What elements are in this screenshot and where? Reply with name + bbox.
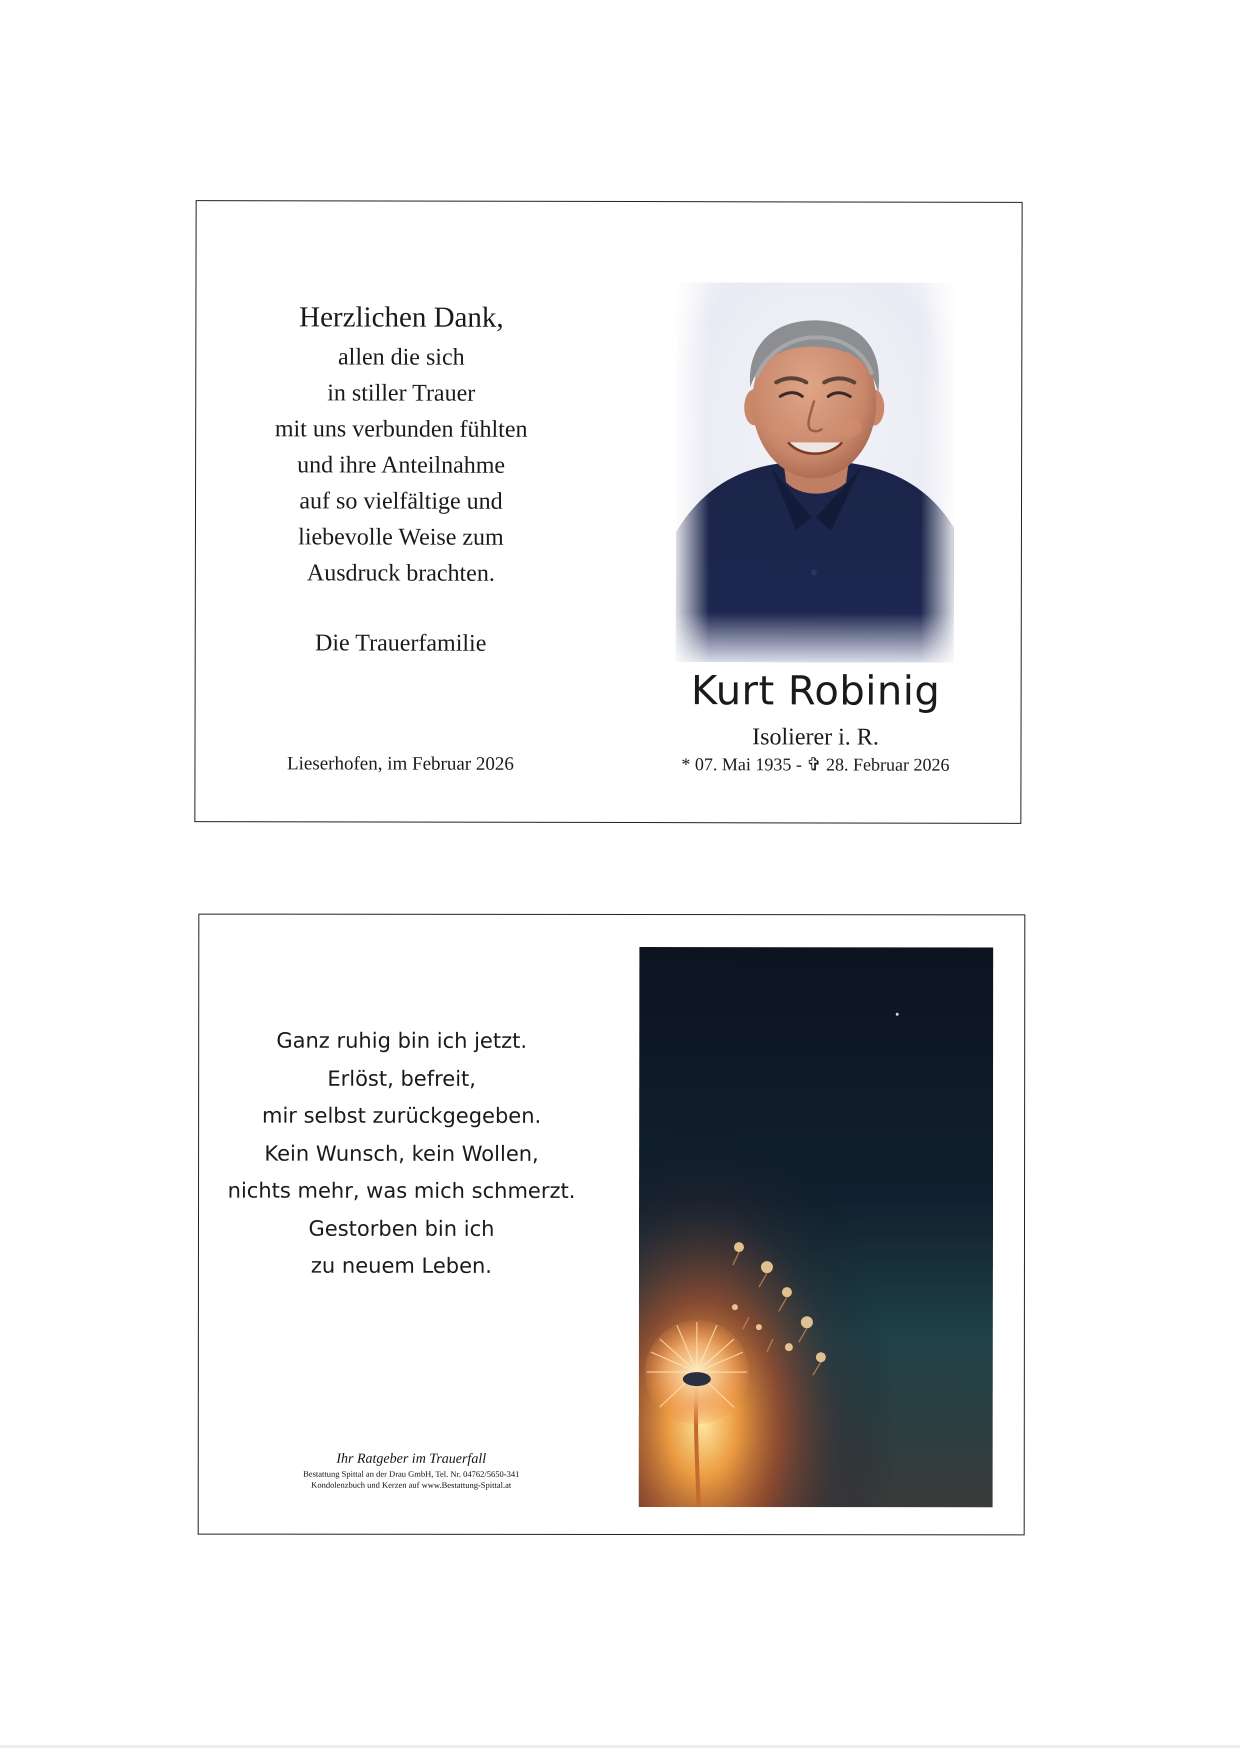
thank-you-card-back (198, 914, 1026, 1536)
thank-you-line: auf so vielfältige und (299, 488, 503, 515)
poem-line: Ganz ruhig bin ich jetzt. (276, 1028, 528, 1053)
thank-you-card-front (194, 200, 1022, 824)
funeral-home-footer (259, 1452, 564, 1491)
funeral-home-contact: Bestattung Spittal an der Drau GmbH, Tel. Nr. 04762/5650-341 (303, 1468, 520, 1479)
dandelion-image (639, 947, 994, 1507)
poem-line: zu neuem Leben. (310, 1253, 493, 1278)
poem-line: Kein Wunsch, kein Wollen, (264, 1141, 539, 1166)
poem-line: mir selbst zurückgegeben. (261, 1103, 542, 1128)
funeral-home-logo-text: Ihr Ratgeber im Trauerfall (336, 1451, 487, 1467)
family-signature: Die Trauerfamilie (315, 630, 487, 657)
condolence-website: Kondolenzbuch und Kerzen auf www.Bestattung-Spittal.at (311, 1479, 512, 1490)
thank-you-line: allen die sich (337, 344, 465, 371)
poem-line: Gestorben bin ich (308, 1216, 495, 1241)
life-dates: * 07. Mai 1935 - ✞ 28. Februar 2026 (681, 754, 950, 775)
place-and-date: Lieserhofen, im Februar 2026 (286, 753, 514, 775)
scan-edge (0, 1745, 1240, 1748)
thank-you-line: mit uns verbunden fühlten (274, 416, 528, 443)
thank-you-text (236, 297, 567, 662)
poem-line: Erlöst, befreit, (327, 1066, 476, 1091)
deceased-profession: Isolierer i. R. (752, 724, 879, 751)
thank-you-headline: Herzlichen Dank, (299, 301, 504, 334)
thank-you-line: in stiller Trauer (327, 380, 476, 407)
thank-you-line: und ihre Anteilnahme (297, 452, 506, 479)
poem-line: nichts mehr, was mich schmerzt. (227, 1178, 576, 1203)
thank-you-line: Ausdruck brachten. (306, 560, 495, 587)
portrait-photo (676, 282, 955, 663)
deceased-name: Kurt Robinig (690, 668, 941, 715)
thank-you-line: liebevolle Weise zum (298, 524, 504, 551)
poem (219, 1023, 584, 1286)
